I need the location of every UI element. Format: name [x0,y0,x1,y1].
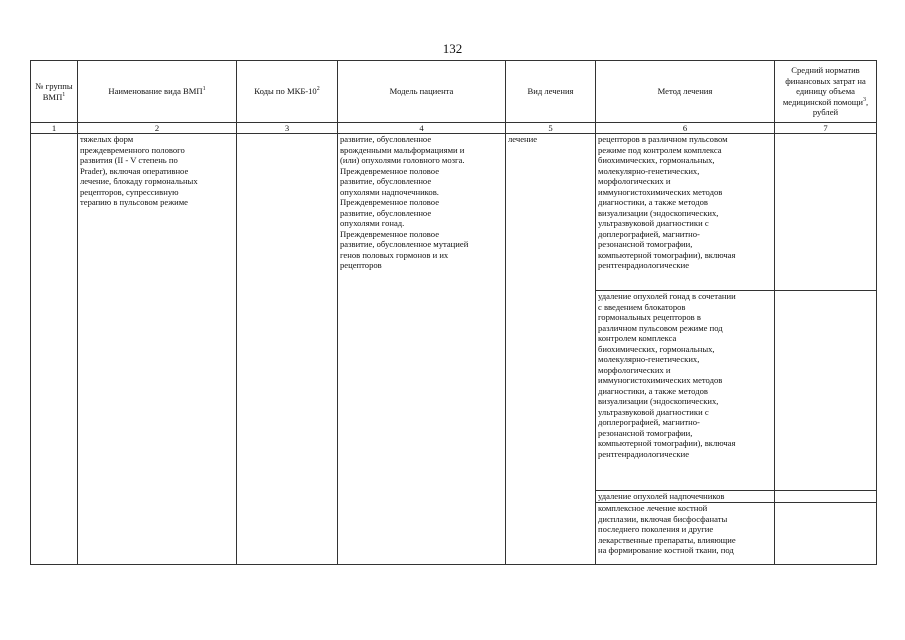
header-cost-unit: , рублей [812,96,869,118]
vmp-table [30,60,877,565]
column-number-row [31,123,877,134]
header-icd-codes [237,61,338,123]
header-row [31,61,877,123]
table-row [31,134,877,291]
page-number: 132 [442,41,463,56]
header-group-number-sup: 1 [62,91,66,98]
header-group-number [31,61,78,123]
method-cell: удаление опухолей надпочечников [596,491,775,503]
header-patient-model: Модель пациента [338,61,506,123]
cost-cell-empty [775,291,877,491]
header-cost-sup: 3 [863,96,867,103]
header-treatment-method: Метод лечения [596,61,775,123]
icd-codes-cell [237,134,338,565]
column-number: 4 [338,123,506,134]
header-icd-codes-sup: 2 [316,86,320,93]
column-number: 5 [506,123,596,134]
header-icd-codes-text: Коды по МКБ-10 [254,86,317,97]
header-cost [775,61,877,123]
cost-cell-empty [775,503,877,565]
header-cost-text: Средний норматив финансовых затрат на единицу объема медицинской помощи [782,65,866,107]
header-vmp-name-sup: 1 [202,86,206,93]
header-vmp-name-text: Наименование вида ВМП [108,86,203,97]
method-cell: рецепторов в различном пульсовом режиме под контролем комплекса биохимических, гормональных, молекулярно-генетических, морфологических и иммуногистохимических методов диагностики, а также методов визуализации (эндоскопических, ультразвуковой диагностики с доплерографией, магнитно- резонансной томографии, компьютерной томографии), включая рентгенрадиологические [596,134,775,291]
header-vmp-name [78,61,237,123]
vmp-name-cell: тяжелых форм преждевременного полового развития (II - V степень по Prader), включая оперативное лечение, блокаду гормональных рецепторов, супрессивную терапию в пульсовом режиме [78,134,237,565]
method-cell: удаление опухолей гонад в сочетании с введением блокаторов гормональных рецепторов в различном пульсовом режиме под контролем комплекса биохимических, гормональных, молекулярно-генетических, морфологических и иммуногистохимических методов диагностики, а также методов визуализации (эндоскопических, ультразвуковой диагностики с доплерографией, магнитно- резонансной томографии, компьютерной томографии), включая рентгенрадиологические [596,291,775,491]
column-number: 1 [31,123,78,134]
cost-cell-empty [775,491,877,503]
column-number: 3 [237,123,338,134]
column-number: 7 [775,123,877,134]
column-number: 2 [78,123,237,134]
treatment-type-cell: лечение [506,134,596,565]
method-cell: комплексное лечение костной дисплазии, включая бисфосфанаты последнего поколения и другие лекарственные препараты, влияющие на формирование костной ткани, под [596,503,775,565]
header-group-number-text: № группы ВМП [35,81,73,102]
patient-model-cell: развитие, обусловленное врожденными мальформациями и (или) опухолями головного мозга. Преждевременное половое развитие, обусловленное опухолями надпочечников. Преждевременное половое развитие, обусловленное опухолями гонад. Преждевременное половое развитие, обусловленное мутацией генов половых гормонов и их рецепторов [338,134,506,565]
group-number-cell [31,134,78,565]
header-treatment-type: Вид лечения [506,61,596,123]
column-number: 6 [596,123,775,134]
cost-cell [775,134,877,291]
